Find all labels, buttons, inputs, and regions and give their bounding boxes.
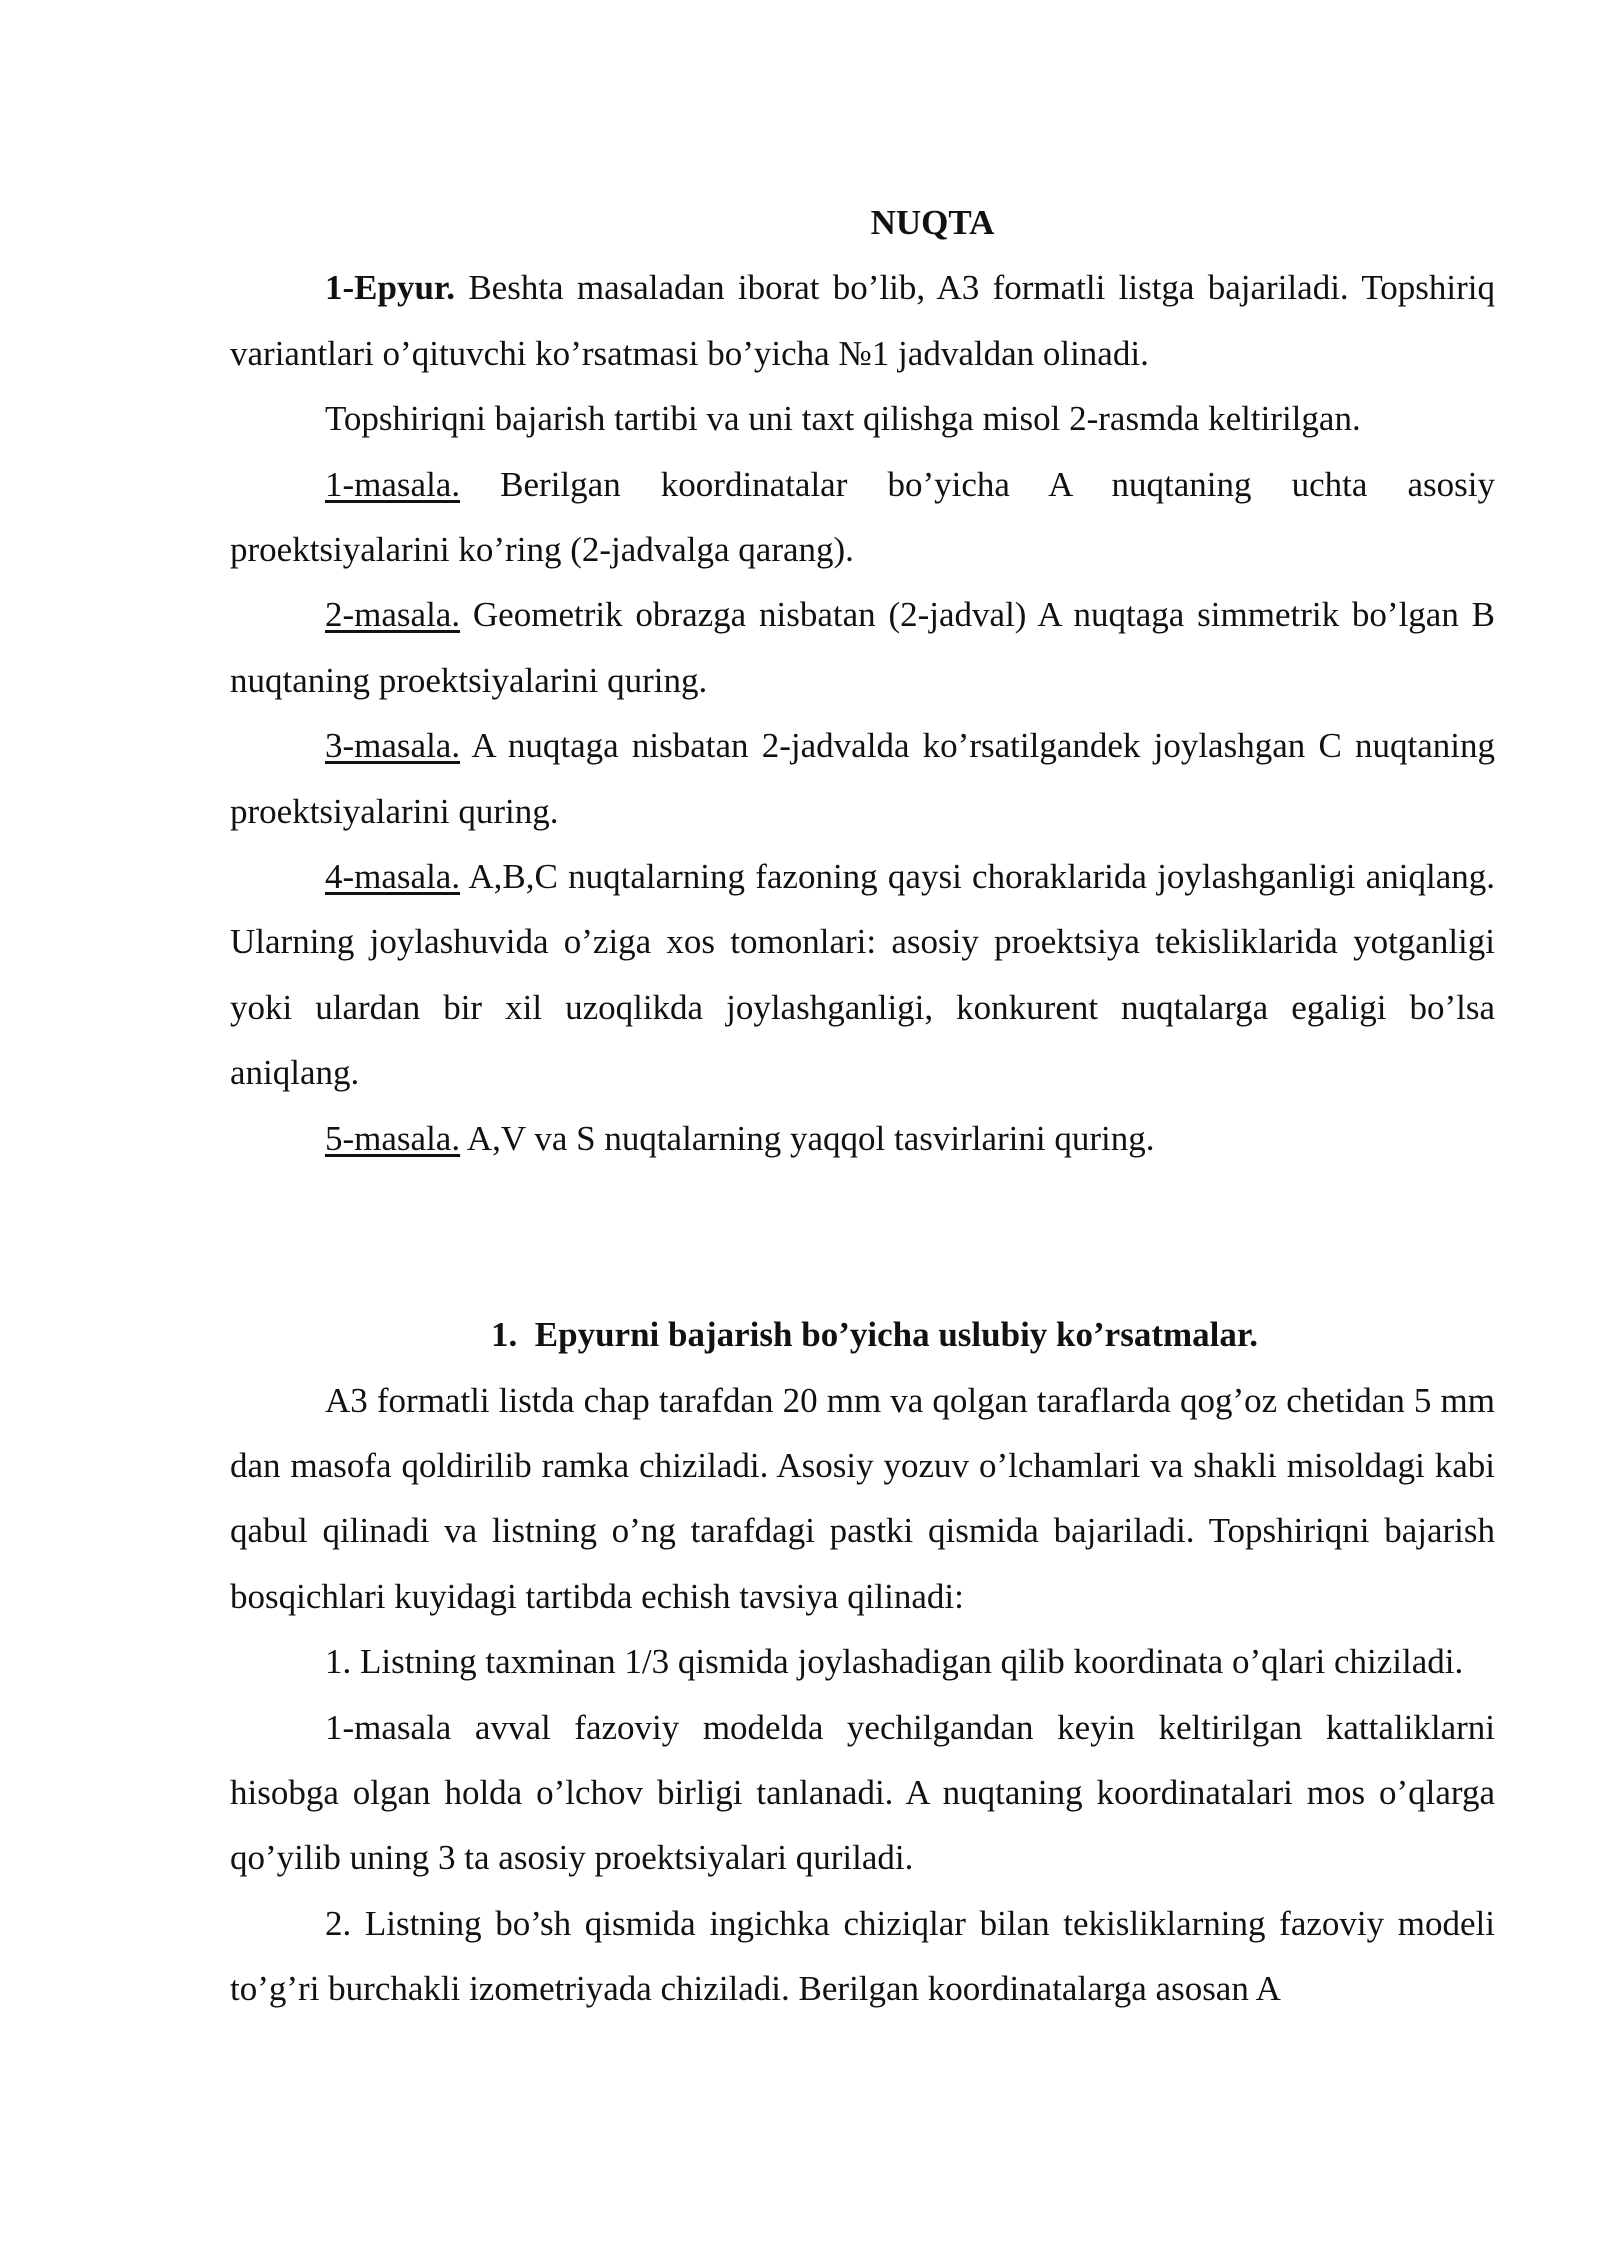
section-heading	[230, 1302, 1495, 1367]
section-number: 1.	[491, 1315, 518, 1355]
intro-text: Beshta masaladan iborat bo’lib, A3 formatli listga bajariladi. Topshiriq variantlari o’qituvchi ko’rsatmasi bo’yicha №1 jadvaldan olinadi.	[230, 268, 1495, 373]
task-2	[230, 582, 1495, 713]
section-title-text: Epyurni bajarish bo’yicha uslubiy ko’rsatmalar.	[534, 1315, 1258, 1355]
task-5	[230, 1106, 1495, 1171]
task-label: 4-masala.	[325, 857, 461, 897]
method-paragraph-1: A3 formatli listda chap tarafdan 20 mm va qolgan taraflarda qog’oz chetidan 5 mm dan masofa qoldirilib ramka chiziladi. Asosiy yozuv o’lchamlari va shakli misoldagi kabi qabul qilinadi va listning o’ng tarafdagi pastki qismida bajariladi. Topshiriqni bajarish bosqichlari kuyidagi tartibda echish tavsiya qilinadi:	[230, 1380, 1495, 1616]
task-label: 2-masala.	[325, 595, 461, 635]
section-spacer	[230, 1171, 1495, 1302]
method-paragraph-2: 1. Listning taxminan 1/3 qismida joylashadigan qilib koordinata o’qlari chiziladi.	[325, 1642, 1464, 1682]
task-text: A,V va S nuqtalarning yaqqol tasvirlarini quring.	[460, 1118, 1155, 1158]
intro-paragraph	[230, 255, 1495, 386]
task-4	[230, 844, 1495, 1106]
task-label: 1-masala.	[325, 464, 461, 504]
intro-lead: 1-Epyur.	[325, 268, 456, 308]
task-text: Geometrik obrazga nisbatan (2-jadval) A nuqtaga simmetrik bo’lgan B nuqtaning proektsiyalarini quring.	[230, 595, 1495, 700]
intro-paragraph-2: Topshiriqni bajarish tartibi va uni taxt qilishga misol 2-rasmda keltirilgan.	[325, 399, 1361, 439]
task-text: Berilgan koordinatalar bo’yicha A nuqtaning uchta asosiy proektsiyalarini ko’ring (2-jadvalga qarang).	[230, 464, 1495, 570]
task-label: 3-masala.	[325, 726, 461, 766]
task-label: 5-masala.	[325, 1118, 461, 1158]
task-text: A nuqtaga nisbatan 2-jadvalda ko’rsatilgandek joylashgan C nuqtaning proektsiyalarini quring.	[230, 726, 1495, 831]
task-1	[230, 452, 1495, 583]
method-paragraph-3: 1-masala avval fazoviy modelda yechilgandan keyin keltirilgan kattaliklarni hisobga olgan holda o’lchov birligi tanlanadi. A nuqtaning koordinatalari mos o’qlarga qo’yilib uning 3 ta asosiy proektsiyalari quriladi.	[230, 1707, 1495, 1878]
task-3	[230, 713, 1495, 844]
page-title: NUQTA	[870, 203, 995, 242]
method-paragraph-4: 2. Listning bo’sh qismida ingichka chiziqlar bilan tekisliklarning fazoviy modeli to’g’ri burchakli izometriyada chiziladi. Berilgan koordinatalarga asosan A	[230, 1903, 1495, 2009]
task-text: A,B,C nuqtalarning fazoning qaysi choraklarida joylashganligi aniqlang. Ularning joylashuvida o’ziga xos tomonlari: asosiy proektsiya tekisliklarida yotganligi yoki ulardan bir xil uzoqlikda joylashganligi, konkurent nuqtalarga egaligi bo’lsa aniqlang.	[230, 857, 1495, 1093]
document-body	[230, 190, 1495, 2022]
